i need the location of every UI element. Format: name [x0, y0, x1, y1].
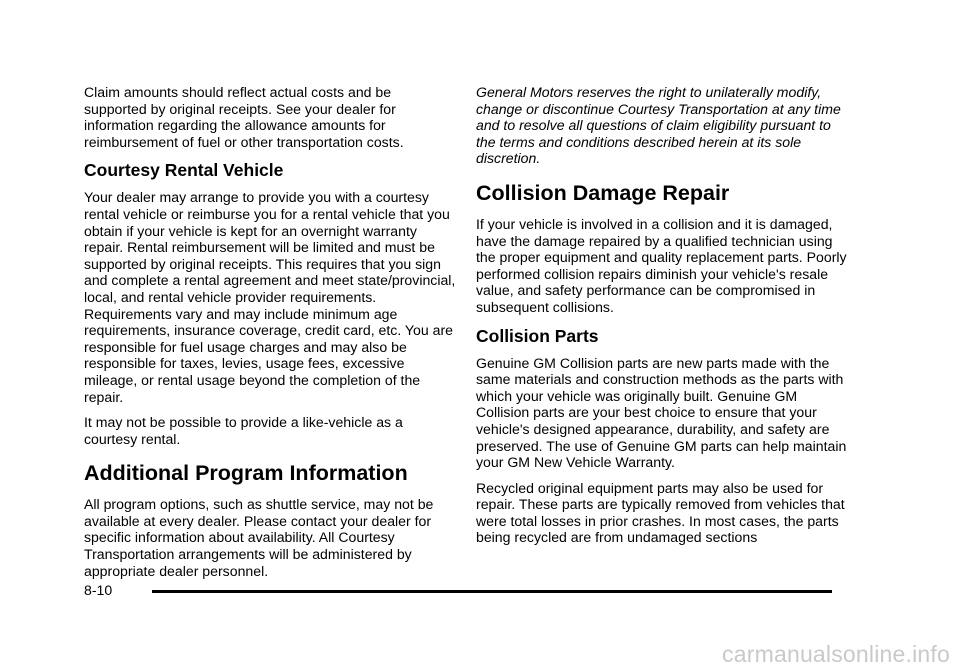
collision-parts-heading: Collision Parts: [476, 325, 599, 346]
courtesy-rental-paragraph-2: It may not be possible to provide a like-vehicle as a courtesy rental.: [84, 414, 403, 447]
collision-parts-paragraph-1: Genuine GM Collision parts are new parts made with the same materials and construction methods as the parts with which your vehicle was originally built. Genuine GM Collision parts are your best choice to ensure that your vehicle's designed appearance, durability, and safety are preserved. The use of Genuine GM parts can help maintain your GM New Vehicle Warranty.: [476, 354, 847, 471]
additional-program-heading: Additional Program Information: [84, 461, 408, 486]
collision-damage-heading: Collision Damage Repair: [476, 180, 730, 205]
intro-paragraph: Claim amounts should reflect actual costs and be supported by original receipts. See your dealer for information regarding the allowance amounts for reimbursement of fuel or other transportation costs.: [84, 84, 404, 150]
courtesy-rental-heading: Courtesy Rental Vehicle: [84, 160, 284, 181]
additional-program-paragraph: All program options, such as shuttle service, may not be available at every dealer. Please contact your dealer for specific information about availability. All Courtesy Transportation arrangements will be administered by appropriate dealer personnel.: [84, 496, 434, 579]
left-column: [84, 84, 456, 588]
courtesy-rental-paragraph-1: Your dealer may arrange to provide you with a courtesy rental vehicle or reimburse you for a rental vehicle that you obtain if your vehicle is kept for an overnight warranty repair. Rental reimbursement will be limited and must be supported by original receipts. This requires that you sign and complete a rental agreement and meet state/provincial, local, and rental vehicle provider requirements. Requirements vary and may include minimum age requirements, insurance coverage, credit card, etc. You are responsible for fuel usage charges and may also be responsible for taxes, levies, usage fees, excessive mileage, or rental usage beyond the completion of the repair.: [84, 189, 456, 405]
footer-rule: [152, 590, 832, 593]
watermark: carmanualsonline.info: [722, 641, 950, 667]
right-column: [476, 84, 848, 555]
page-footer: [84, 582, 960, 602]
gm-notice-paragraph: General Motors reserves the right to unilaterally modify, change or discontinue Courtesy Transportation at any time and to resolve all questions of claim eligibility pursuant to the terms and conditions described herein at its sole discretion.: [476, 84, 841, 167]
collision-parts-paragraph-2: Recycled original equipment parts may also be used for repair. These parts are typically removed from vehicles that were total losses in prior crashes. In most cases, the parts being recycled are from undamaged sections: [476, 479, 845, 546]
collision-damage-paragraph: If your vehicle is involved in a collision and it is damaged, have the damage repaired by a qualified technician using the proper equipment and quality replacement parts. Poorly performed collision repairs diminish your vehicle's resale value, and safety performance can be compromised in subsequent collisions.: [476, 215, 847, 315]
page-number: 8-10: [84, 582, 113, 598]
